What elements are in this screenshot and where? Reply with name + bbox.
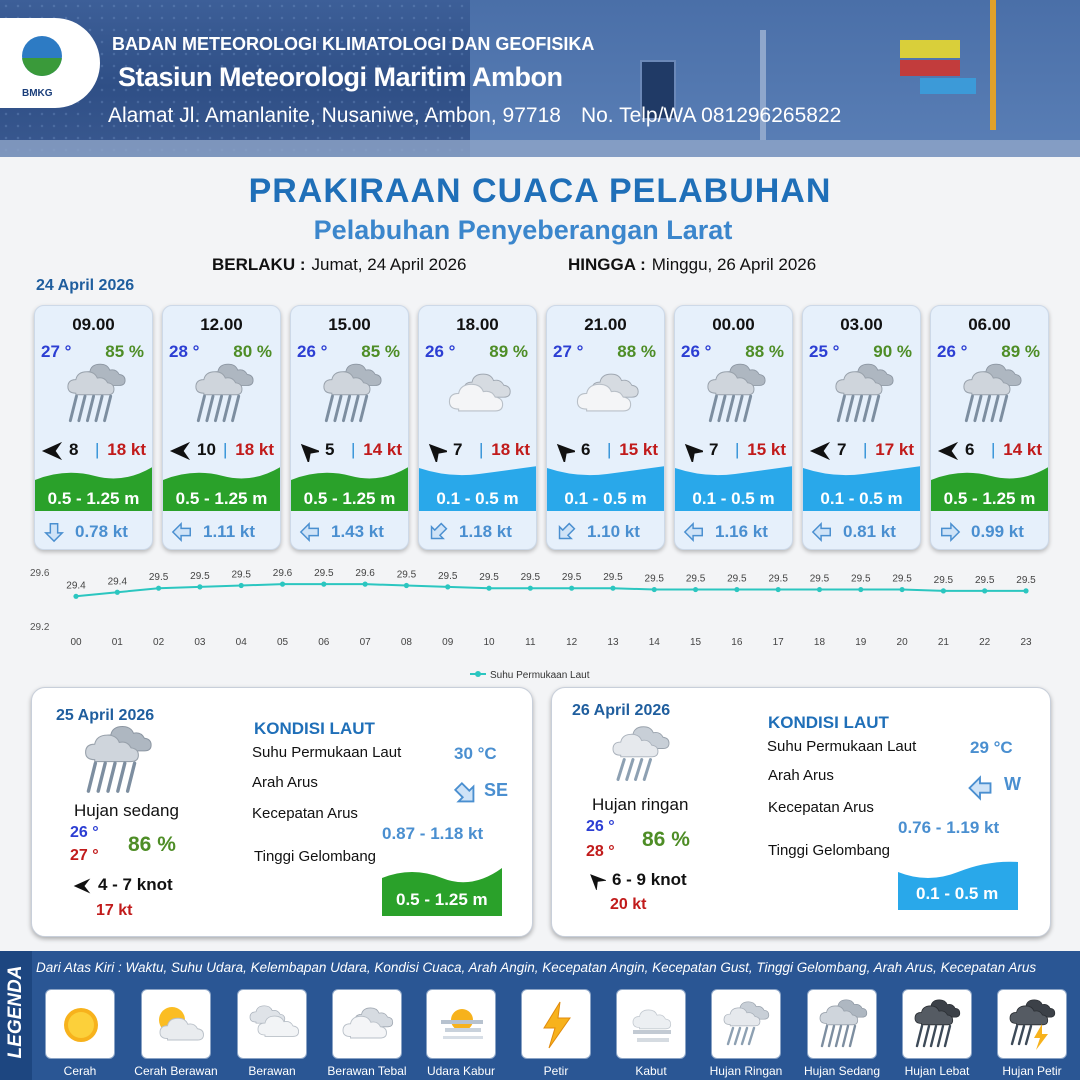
forecast-card <box>34 305 153 550</box>
data-point <box>404 583 409 588</box>
day3-current-speed-label: Kecepatan Arus <box>768 799 874 816</box>
x-tick-label: 03 <box>194 637 206 648</box>
heavy-cloud-icon <box>445 362 515 428</box>
day3-panel <box>551 687 1051 937</box>
card-time: 12.00 <box>200 315 243 334</box>
day3-current-dir-label: Arah Arus <box>768 767 834 784</box>
legend-label: Petir <box>543 1064 569 1078</box>
card-gust: 14 kt <box>363 440 402 459</box>
x-tick-label: 05 <box>276 637 289 648</box>
card-gust: 18 kt <box>107 440 146 459</box>
y-tick-label: 29.6 <box>30 568 50 579</box>
cloudy-icon <box>246 998 300 1052</box>
data-label: 29.6 <box>272 568 293 580</box>
fog-icon <box>625 998 679 1052</box>
card-wind-speed: 8 <box>69 440 79 459</box>
heavy-cloud-icon <box>341 998 395 1052</box>
day3-kondisi-title: KONDISI LAUT <box>768 713 889 732</box>
forecast-card <box>802 305 921 550</box>
card-wind-speed: 7 <box>453 440 463 459</box>
legend-label: Udara Kabur <box>426 1064 496 1078</box>
valid-to-value: Minggu, 26 April 2026 <box>651 255 817 274</box>
card-humidity: 85 % <box>361 342 400 361</box>
current-direction-icon <box>171 521 193 543</box>
card-temperature: 27 ° <box>41 342 72 361</box>
data-label: 29.5 <box>1016 574 1036 586</box>
data-point <box>776 587 781 592</box>
wind-direction-icon <box>586 870 606 890</box>
card-gust: 18 kt <box>235 440 274 459</box>
card-separator: | <box>351 440 356 459</box>
legend-label: Hujan Sedang <box>803 1064 881 1078</box>
card-temperature: 26 ° <box>425 342 456 361</box>
day2-sst: 30 °C <box>454 744 497 763</box>
day2-gust: 17 kt <box>96 902 133 919</box>
x-tick-label: 23 <box>1020 637 1032 648</box>
card-temperature: 26 ° <box>937 342 968 361</box>
data-point <box>528 586 533 591</box>
card-temperature: 26 ° <box>681 342 712 361</box>
day1-date: 24 April 2026 <box>36 277 135 294</box>
card-wind-speed: 10 <box>197 440 216 459</box>
legend-description: Dari Atas Kiri : Waktu, Suhu Udara, Kelembapan Udara, Kondisi Cuaca, Arah Angin, Kecepatan Angin, Kecepatan Gust, Tinggi Gelombang, Arah Arus, Kecepatan Arus <box>36 960 1037 975</box>
lightning-icon <box>530 998 584 1052</box>
card-current-speed: 1.11 kt <box>203 522 255 541</box>
legend-title-box <box>0 951 32 1080</box>
moderate-rain-icon <box>816 998 870 1052</box>
day3-current-speed: 0.76 - 1.19 kt <box>898 818 1000 837</box>
legend-label: Berawan Tebal <box>327 1064 407 1078</box>
card-gust: 18 kt <box>491 440 530 459</box>
wind-direction-icon <box>937 440 959 462</box>
phone: No. Telp/WA 081296265822 <box>580 104 842 127</box>
legend-label: Hujan Lebat <box>904 1064 970 1078</box>
valid-from-value: Jumat, 24 April 2026 <box>311 255 467 274</box>
data-label: 29.5 <box>148 572 169 584</box>
legend-label: Hujan Ringan <box>709 1064 783 1078</box>
card-separator: | <box>95 440 100 459</box>
legend-label: Berawan <box>248 1064 296 1078</box>
x-tick-label: 16 <box>731 637 743 648</box>
legend-icon-box <box>45 989 115 1059</box>
x-tick-label: 07 <box>359 637 371 648</box>
card-time: 00.00 <box>712 315 755 334</box>
data-point <box>156 586 161 591</box>
card-wave-height: 0.5 - 1.25 m <box>47 489 140 508</box>
data-point <box>363 582 368 587</box>
address: Alamat Jl. Amanlanite, Nusaniwe, Ambon, 97718 <box>108 104 561 127</box>
card-current-speed: 1.43 kt <box>331 522 384 541</box>
data-label: 29.5 <box>603 572 623 584</box>
card-time: 18.00 <box>456 315 499 334</box>
y-tick-label: 29.2 <box>30 622 50 633</box>
x-tick-label: 17 <box>772 637 784 648</box>
data-label: 29.5 <box>809 573 830 585</box>
card-gust: 15 kt <box>747 440 786 459</box>
x-tick-label: 06 <box>318 637 330 648</box>
data-label: 29.5 <box>933 574 954 586</box>
card-current-speed: 0.78 kt <box>75 522 128 541</box>
current-direction-icon <box>452 780 480 808</box>
day3-wave-label: Tinggi Gelombang <box>768 842 891 859</box>
card-wave-height: 0.5 - 1.25 m <box>303 489 396 508</box>
card-gust: 14 kt <box>1003 440 1042 459</box>
data-point <box>982 588 987 593</box>
day2-condition: Hujan sedang <box>74 801 179 820</box>
x-tick-label: 08 <box>400 637 412 648</box>
forecast-card <box>290 305 409 550</box>
day2-date: 25 April 2026 <box>56 707 155 724</box>
valid-to-label: HINGGA : <box>568 255 646 274</box>
bmkg-logo-emblem <box>22 36 62 76</box>
legend-icon-box <box>997 989 1067 1059</box>
forecast-card <box>418 305 537 550</box>
x-tick-label: 19 <box>855 637 867 648</box>
current-direction-icon <box>555 521 577 543</box>
day3-sst: 29 °C <box>970 738 1013 757</box>
x-tick-label: 09 <box>442 637 454 648</box>
x-tick-label: 00 <box>70 637 82 648</box>
legend-icon-box <box>332 989 402 1059</box>
station-name: Stasiun Meteorologi Maritim Ambon <box>118 62 563 92</box>
card-temperature: 25 ° <box>809 342 840 361</box>
card-current-speed: 1.10 kt <box>587 522 640 541</box>
valid-from-label: BERLAKU : <box>212 255 306 274</box>
card-separator: | <box>607 440 612 459</box>
x-tick-label: 02 <box>153 637 165 648</box>
legend-label: Cerah <box>63 1064 97 1078</box>
card-wave-height: 0.5 - 1.25 m <box>175 489 268 508</box>
data-point <box>486 586 491 591</box>
current-direction-icon <box>43 521 65 543</box>
x-tick-label: 20 <box>896 637 908 648</box>
forecast-card <box>546 305 665 550</box>
day3-gust: 20 kt <box>610 896 647 913</box>
moderate-rain-icon <box>829 362 899 428</box>
card-humidity: 88 % <box>617 342 656 361</box>
heavy-rain-icon <box>911 998 965 1052</box>
wind-direction-icon <box>297 440 319 462</box>
forecast-card <box>162 305 281 550</box>
day2-temp-min: 26 ° <box>70 824 99 841</box>
data-point <box>445 584 450 589</box>
current-direction-icon <box>427 521 449 543</box>
moderate-rain-icon <box>317 362 387 428</box>
wind-direction-icon <box>681 440 703 462</box>
sst-series-line <box>76 584 1026 596</box>
card-wave-height: 0.5 - 1.25 m <box>943 489 1036 508</box>
card-temperature: 28 ° <box>169 342 200 361</box>
card-humidity: 80 % <box>233 342 272 361</box>
legend-label: Kabut <box>635 1064 667 1078</box>
day3-humidity: 86 % <box>642 828 690 851</box>
x-tick-label: 04 <box>235 637 247 648</box>
legend-icon-box <box>902 989 972 1059</box>
current-direction-icon <box>683 521 705 543</box>
x-tick-label: 21 <box>937 637 949 648</box>
legend-swatch-dot <box>475 671 481 677</box>
day2-temp-max: 27 ° <box>70 847 99 864</box>
card-humidity: 89 % <box>489 342 528 361</box>
day3-condition: Hujan ringan <box>592 795 689 814</box>
day2-sst-label: Suhu Permukaan Laut <box>252 744 402 761</box>
data-label: 29.5 <box>892 573 912 585</box>
card-wave-height: 0.1 - 0.5 m <box>692 489 775 508</box>
moderate-rain-icon <box>80 724 164 794</box>
day3-temp-min: 26 ° <box>586 818 615 835</box>
data-label: 29.4 <box>107 576 128 588</box>
moderate-rain-icon <box>701 362 771 428</box>
card-separator: | <box>863 440 868 459</box>
card-current-speed: 1.18 kt <box>459 522 512 541</box>
day2-humidity: 86 % <box>128 833 176 856</box>
current-direction-icon <box>811 521 833 543</box>
legend-title: LEGENDA <box>5 965 26 1059</box>
card-humidity: 88 % <box>745 342 784 361</box>
card-separator: | <box>991 440 996 459</box>
data-label: 29.5 <box>685 573 706 585</box>
day2-wind: 4 - 7 knot <box>98 875 173 894</box>
data-label: 29.5 <box>520 572 541 584</box>
legend-icon-box <box>807 989 877 1059</box>
card-separator: | <box>223 440 228 459</box>
current-direction-icon <box>299 521 321 543</box>
heavy-cloud-icon <box>573 362 643 428</box>
card-time: 21.00 <box>584 315 627 334</box>
data-point <box>569 586 574 591</box>
x-tick-label: 22 <box>979 637 991 648</box>
data-label: 29.5 <box>438 570 458 582</box>
x-tick-label: 01 <box>111 637 123 648</box>
card-wind-speed: 6 <box>581 440 591 459</box>
data-point <box>734 587 739 592</box>
data-point <box>941 588 946 593</box>
day3-wave-height: 0.1 - 0.5 m <box>916 884 999 903</box>
legend-icon-box <box>237 989 307 1059</box>
data-point <box>610 586 615 591</box>
logo-text: BMKG <box>22 88 53 99</box>
agency-name: BADAN METEOROLOGI KLIMATOLOGI DAN GEOFISIKA <box>112 34 595 54</box>
x-tick-label: 12 <box>566 637 578 648</box>
partly-cloudy-icon <box>150 998 204 1052</box>
card-temperature: 26 ° <box>297 342 328 361</box>
wind-direction-icon <box>72 876 92 896</box>
data-label: 29.5 <box>396 569 417 581</box>
haze-icon <box>435 998 489 1052</box>
card-wind-speed: 5 <box>325 440 335 459</box>
data-point <box>321 582 326 587</box>
x-tick-label: 15 <box>690 637 702 648</box>
card-gust: 17 kt <box>875 440 914 459</box>
port-name: Pelabuhan Penyeberangan Larat <box>313 215 733 245</box>
x-tick-label: 11 <box>525 637 536 648</box>
card-time: 06.00 <box>968 315 1011 334</box>
valid-from <box>212 255 466 275</box>
data-label: 29.6 <box>355 568 375 580</box>
legend-icon-box <box>141 989 211 1059</box>
card-time: 09.00 <box>72 315 115 334</box>
data-point <box>73 594 78 599</box>
wind-direction-icon <box>425 440 447 462</box>
day2-current-dir: SE <box>484 780 509 800</box>
x-tick-label: 13 <box>607 637 619 648</box>
card-wind-speed: 6 <box>965 440 975 459</box>
data-label: 29.5 <box>190 570 210 582</box>
light-rain-icon <box>608 722 674 792</box>
day2-wave-height: 0.5 - 1.25 m <box>396 890 488 909</box>
day3-sst-label: Suhu Permukaan Laut <box>767 738 917 755</box>
moderate-rain-icon <box>957 362 1027 428</box>
data-label: 29.5 <box>974 574 995 586</box>
wind-direction-icon <box>41 440 63 462</box>
legend-icon-box <box>711 989 781 1059</box>
data-point <box>280 582 285 587</box>
wind-direction-icon <box>809 440 831 462</box>
page-title: PRAKIRAAN CUACA PELABUHAN <box>248 172 832 210</box>
day2-current-dir-label: Arah Arus <box>252 774 318 791</box>
day2-current-speed: 0.87 - 1.18 kt <box>382 824 484 843</box>
data-point <box>115 590 120 595</box>
day2-wave-label: Tinggi Gelombang <box>254 848 377 865</box>
legend-icon-box <box>426 989 496 1059</box>
card-current-speed: 1.16 kt <box>715 522 768 541</box>
data-point <box>817 587 822 592</box>
light-rain-icon <box>720 998 774 1052</box>
card-current-speed: 0.81 kt <box>843 522 896 541</box>
card-wave-height: 0.1 - 0.5 m <box>564 489 647 508</box>
legend-icon-box <box>521 989 591 1059</box>
moderate-rain-icon <box>61 362 131 428</box>
data-label: 29.5 <box>314 568 334 580</box>
data-point <box>1023 588 1028 593</box>
day3-current-dir: W <box>1004 774 1021 794</box>
valid-to <box>568 255 816 275</box>
card-separator: | <box>735 440 740 459</box>
data-point <box>858 587 863 592</box>
card-current-speed: 0.99 kt <box>971 522 1024 541</box>
day2-panel <box>31 687 533 937</box>
card-time: 15.00 <box>328 315 371 334</box>
card-gust: 15 kt <box>619 440 658 459</box>
thunderstorm-icon <box>1006 998 1060 1052</box>
card-humidity: 85 % <box>105 342 144 361</box>
wind-direction-icon <box>553 440 575 462</box>
legend-icon-box <box>616 989 686 1059</box>
forecast-card <box>674 305 793 550</box>
sunny-icon <box>54 998 108 1052</box>
station-contact <box>108 104 841 128</box>
card-time: 03.00 <box>840 315 883 334</box>
day2-current-speed-label: Kecepatan Arus <box>252 805 358 822</box>
data-label: 29.5 <box>851 573 871 585</box>
data-point <box>693 587 698 592</box>
wind-direction-icon <box>169 440 191 462</box>
current-direction-icon <box>939 521 961 543</box>
data-point <box>239 583 244 588</box>
day3-date: 26 April 2026 <box>572 702 671 719</box>
legend-label: Cerah Berawan <box>134 1064 218 1078</box>
day3-temp-max: 28 ° <box>586 843 615 860</box>
card-wave-height: 0.1 - 0.5 m <box>436 489 519 508</box>
data-label: 29.5 <box>644 573 664 585</box>
card-wind-speed: 7 <box>837 440 847 459</box>
data-point <box>652 587 657 592</box>
data-label: 29.5 <box>479 572 499 584</box>
data-point <box>197 584 202 589</box>
card-humidity: 89 % <box>1001 342 1040 361</box>
data-point <box>899 587 904 592</box>
sst-line-chart <box>30 560 1050 690</box>
x-tick-label: 14 <box>648 637 660 648</box>
legend-label: Suhu Permukaan Laut <box>490 670 590 681</box>
card-wind-speed: 7 <box>709 440 719 459</box>
day2-kondisi-title: KONDISI LAUT <box>254 719 375 738</box>
card-separator: | <box>479 440 484 459</box>
x-tick-label: 10 <box>483 637 495 648</box>
day3-wind: 6 - 9 knot <box>612 870 687 889</box>
current-direction-icon <box>966 774 994 802</box>
data-label: 29.5 <box>727 573 747 585</box>
x-tick-label: 18 <box>813 637 826 648</box>
data-label: 29.5 <box>561 572 582 584</box>
card-humidity: 90 % <box>873 342 912 361</box>
data-label: 29.5 <box>231 569 251 581</box>
legend-label: Hujan Petir <box>1002 1064 1062 1078</box>
moderate-rain-icon <box>189 362 259 428</box>
card-temperature: 27 ° <box>553 342 584 361</box>
card-wave-height: 0.1 - 0.5 m <box>820 489 903 508</box>
forecast-card <box>930 305 1049 550</box>
data-label: 29.4 <box>66 580 86 592</box>
data-label: 29.5 <box>768 573 788 585</box>
